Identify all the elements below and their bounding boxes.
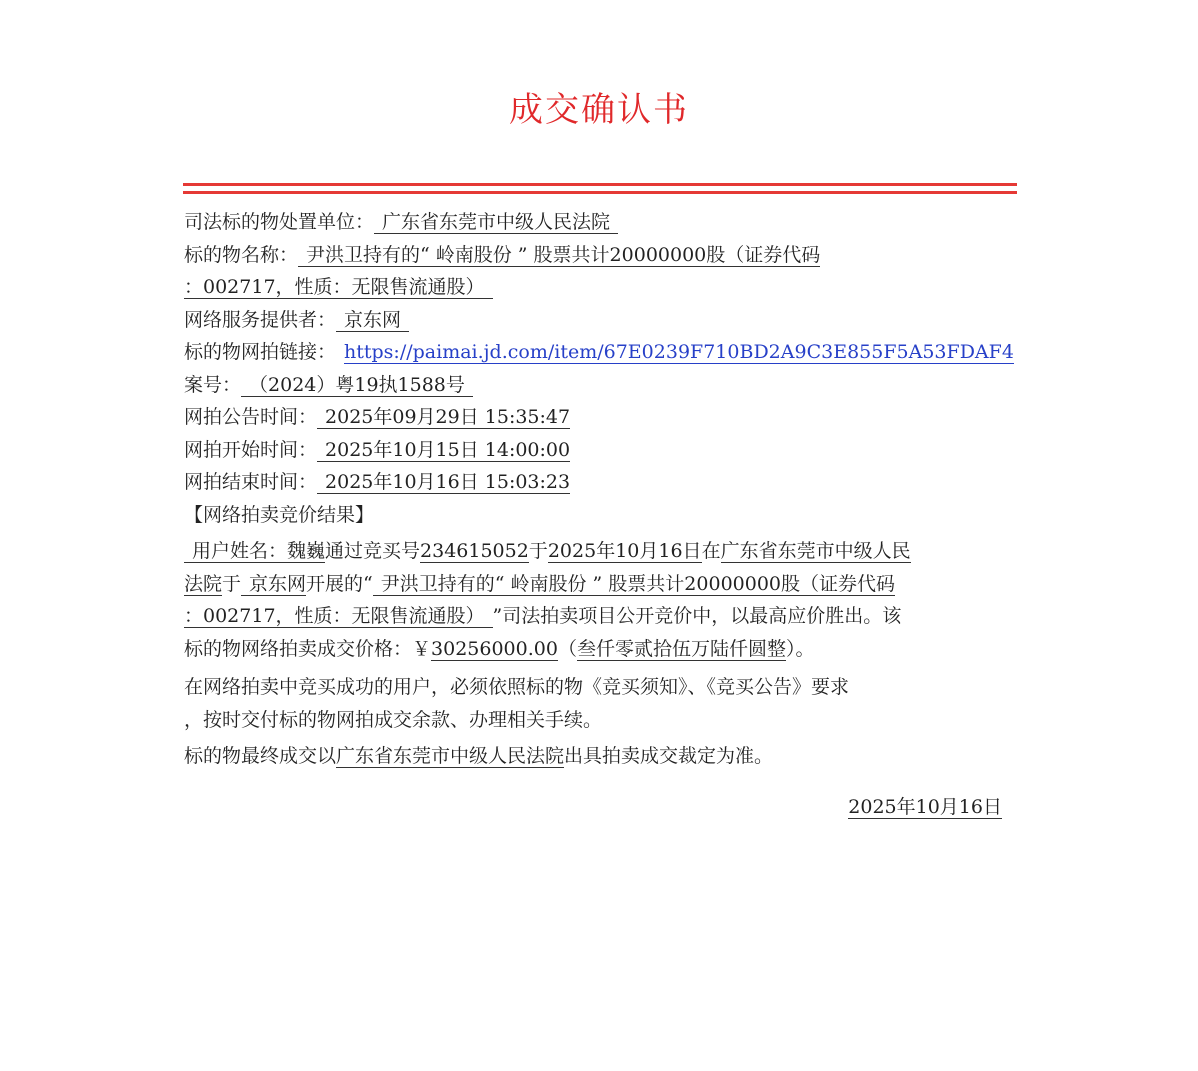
end-time-row xyxy=(184,466,1014,499)
start-time-row xyxy=(184,434,1014,467)
item-name-row xyxy=(184,239,1014,272)
header-rule-bottom xyxy=(183,191,1017,194)
result-date: 2025年10月16日 xyxy=(547,540,702,562)
result-line-4 xyxy=(184,633,1014,666)
price-value: 30256000.00 xyxy=(431,637,558,660)
case-no-row xyxy=(184,369,1014,402)
announce-time-value: 2025年09月29日 15:35:47 xyxy=(317,406,570,429)
result-text: 于 xyxy=(528,540,548,562)
item-name-value-line2: ：002717，性质：无限售流通股） xyxy=(184,276,493,299)
result-court: 广东省东莞市中级人民 xyxy=(720,540,911,562)
case-no-label: 案号： xyxy=(184,373,242,396)
final-court: 广东省东莞市中级人民法院 xyxy=(336,745,565,767)
start-time-value: 2025年10月15日 14:00:00 xyxy=(317,439,570,462)
disposal-unit-row xyxy=(184,206,1014,239)
result-text: 通过竞买号 xyxy=(325,540,421,562)
result-text: 于 xyxy=(222,572,242,595)
result-line-1 xyxy=(184,535,1014,568)
result-court-continued: 法院 xyxy=(184,572,223,595)
final-text: 标的物最终成交以 xyxy=(184,745,337,767)
result-text: （ xyxy=(557,637,577,660)
price-in-words: 叁仟零贰拾伍万陆仟圆整 xyxy=(576,637,786,660)
result-line-2 xyxy=(184,568,1014,601)
final-text: 出具拍卖成交裁定为准。 xyxy=(564,745,774,767)
notice-line-1: 在网络拍卖中竞买成功的用户，必须依照标的物《竞买须知》、《竞买公告》要求 xyxy=(184,676,850,698)
provider-value: 京东网 xyxy=(336,309,409,332)
result-item-continued: ：002717，性质：无限售流通股） xyxy=(184,605,493,628)
result-bid-no: 234615052 xyxy=(420,540,529,562)
result-item: 尹洪卫持有的“ 岭南股份 ” 股票共计20000000股（证券代码 xyxy=(373,573,895,596)
auction-link[interactable]: https://paimai.jd.com/item/67E0239F710BD2A9C3E855F5A53FDAF4 xyxy=(344,341,1014,363)
auction-link-row xyxy=(184,336,1014,369)
document-date-row xyxy=(184,791,1014,824)
announce-time-label: 网拍公告时间： xyxy=(184,406,318,428)
item-name-value-line1: 尹洪卫持有的“ 岭南股份 ” 股票共计20000000股（证券代码 xyxy=(298,244,820,267)
result-platform: 京东网 xyxy=(241,573,306,596)
notice-line-2: ，按时交付标的物网拍成交余款、办理相关手续。 xyxy=(184,708,603,731)
start-time-label: 网拍开始时间： xyxy=(184,438,318,461)
document-title: 成交确认书 xyxy=(509,90,689,130)
provider-label: 网络服务提供者： xyxy=(184,308,337,331)
disposal-unit-label: 司法标的物处置单位： xyxy=(184,211,375,233)
final-statement xyxy=(184,740,1014,773)
result-text: 在 xyxy=(701,540,721,562)
result-user: 用户姓名：魏巍 xyxy=(184,540,325,563)
result-text: ）。 xyxy=(785,637,815,660)
price-label: 标的物网络拍卖成交价格：￥ xyxy=(184,637,432,660)
result-heading: 【网络拍卖竞价结果】 xyxy=(184,503,375,526)
result-text: ”司法拍卖项目公开竞价中，以最高应价胜出。该 xyxy=(492,605,902,627)
case-no-value: （2024）粤19执1588号 xyxy=(241,374,473,397)
disposal-unit-value: 广东省东莞市中级人民法院 xyxy=(374,211,618,234)
document-body xyxy=(184,206,1014,823)
provider-row xyxy=(184,304,1014,337)
header-rule-top xyxy=(183,183,1017,186)
item-name-row-continued xyxy=(184,271,1014,304)
document-date: 2025年10月16日 xyxy=(848,795,1002,818)
end-time-label: 网拍结束时间： xyxy=(184,471,318,493)
result-text: 开展的“ xyxy=(306,572,373,595)
item-name-label: 标的物名称： xyxy=(184,243,299,266)
end-time-value: 2025年10月16日 15:03:23 xyxy=(317,471,570,494)
announce-time-row xyxy=(184,401,1014,434)
auction-link-label: 标的物网拍链接： xyxy=(184,341,337,363)
result-line-3 xyxy=(184,600,1014,633)
